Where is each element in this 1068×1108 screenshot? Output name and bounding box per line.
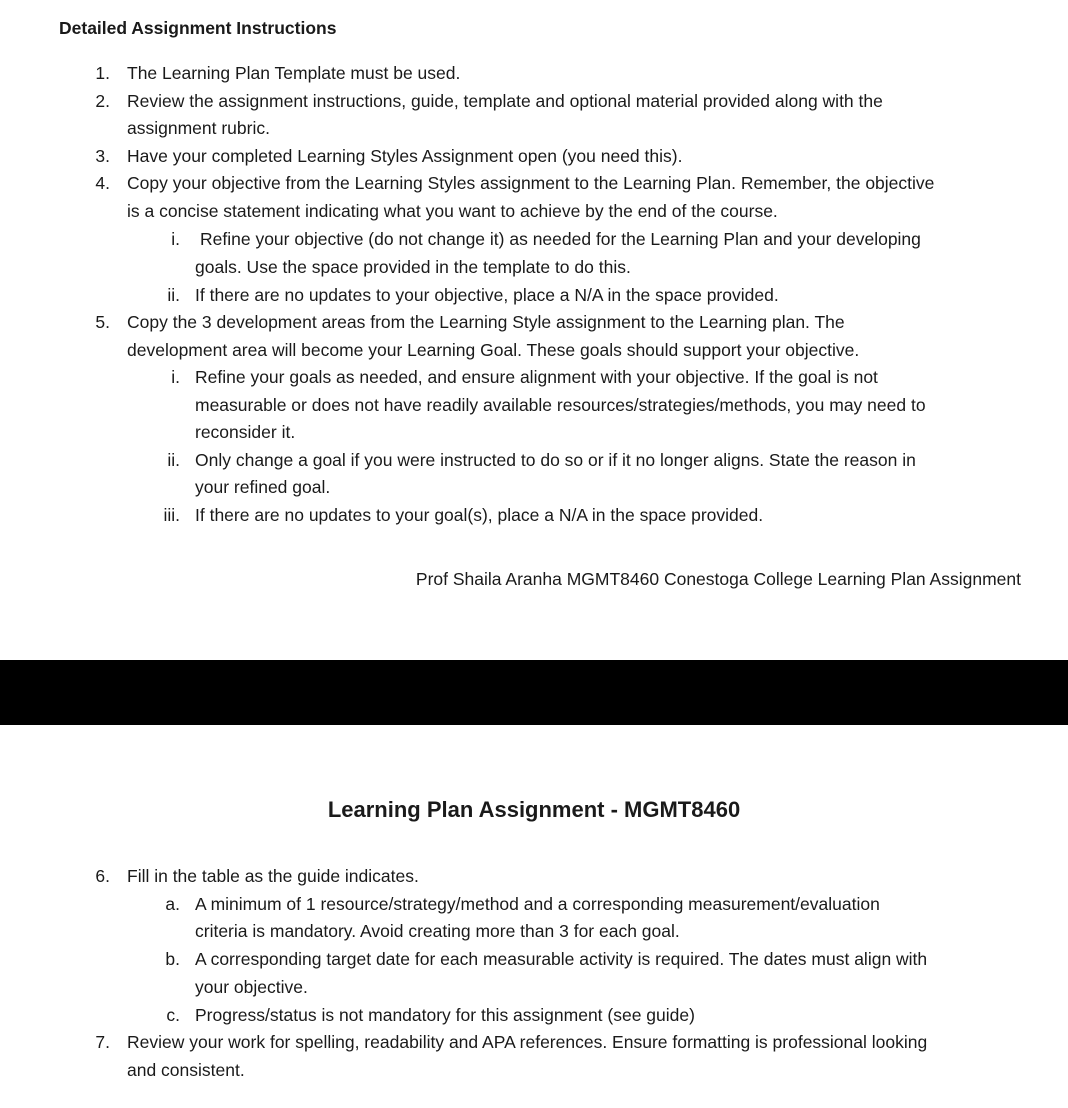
list-item-text: Refine your objective (do not change it) as needed for the Learning Plan and your developing xyxy=(200,229,921,249)
list-item-text: Review your work for spelling, readability and APA references. Ensure formatting is professional looking xyxy=(127,1032,928,1052)
list-item-text: Fill in the table as the guide indicates. xyxy=(127,866,419,886)
list-marker: 5. xyxy=(95,312,110,332)
list-item-text: measurable or does not have readily available resources/strategies/methods, you may need to xyxy=(195,395,926,415)
list-item-text: Have your completed Learning Styles Assignment open (you need this). xyxy=(127,146,683,166)
list-marker: 3. xyxy=(95,146,110,166)
list-item-text: Copy your objective from the Learning Styles assignment to the Learning Plan. Remember, the objective xyxy=(127,173,935,193)
list-item-text: Review the assignment instructions, guide, template and optional material provided along with the xyxy=(127,91,883,111)
list-item-text: Only change a goal if you were instructed to do so or if it no longer aligns. State the reason in xyxy=(195,450,916,470)
list-item-text: Copy the 3 development areas from the Learning Style assignment to the Learning plan. The xyxy=(127,312,845,332)
page-2 xyxy=(0,725,1068,1108)
page-footer: Prof Shaila Aranha MGMT8460 Conestoga College Learning Plan Assignment xyxy=(415,569,1021,589)
page-separator xyxy=(0,660,1068,725)
list-marker: i. xyxy=(171,367,180,387)
list-marker: ii. xyxy=(167,285,180,305)
list-marker: iii. xyxy=(163,505,180,525)
list-item-text: development area will become your Learning Goal. These goals should support your objective. xyxy=(127,340,860,360)
section-heading: Detailed Assignment Instructions xyxy=(59,18,337,38)
list-marker: 1. xyxy=(95,63,110,83)
list-item-text: your refined goal. xyxy=(195,477,331,497)
list-item-text: your objective. xyxy=(195,977,308,997)
list-item-text: If there are no updates to your objective, place a N/A in the space provided. xyxy=(195,285,779,305)
list-item-text: Progress/status is not mandatory for this assignment (see guide) xyxy=(195,1005,695,1025)
list-marker: c. xyxy=(166,1005,180,1025)
list-item-text: is a concise statement indicating what you want to achieve by the end of the course. xyxy=(127,201,778,221)
list-item-text: A corresponding target date for each measurable activity is required. The dates must align with xyxy=(195,949,928,969)
list-marker: 2. xyxy=(95,91,110,111)
list-item-text: Refine your goals as needed, and ensure alignment with your objective. If the goal is not xyxy=(195,367,878,387)
list-item-text: reconsider it. xyxy=(195,422,296,442)
list-item-text: If there are no updates to your goal(s), place a N/A in the space provided. xyxy=(195,505,764,525)
list-item-text: assignment rubric. xyxy=(127,118,270,138)
list-item-text: criteria is mandatory. Avoid creating more than 3 for each goal. xyxy=(195,921,680,941)
list-marker: 6. xyxy=(95,866,110,886)
list-item-text: and consistent. xyxy=(127,1060,245,1080)
list-item-text: A minimum of 1 resource/strategy/method and a corresponding measurement/evaluation xyxy=(195,894,880,914)
list-item-text: goals. Use the space provided in the template to do this. xyxy=(195,257,631,277)
list-marker: i. xyxy=(171,229,180,249)
list-marker: a. xyxy=(165,894,180,914)
list-marker: 4. xyxy=(95,173,110,193)
page-title: Learning Plan Assignment - MGMT8460 xyxy=(327,797,741,822)
list-item-text: The Learning Plan Template must be used. xyxy=(127,63,461,83)
list-marker: 7. xyxy=(95,1032,110,1052)
list-marker: b. xyxy=(165,949,180,969)
list-marker: ii. xyxy=(167,450,180,470)
